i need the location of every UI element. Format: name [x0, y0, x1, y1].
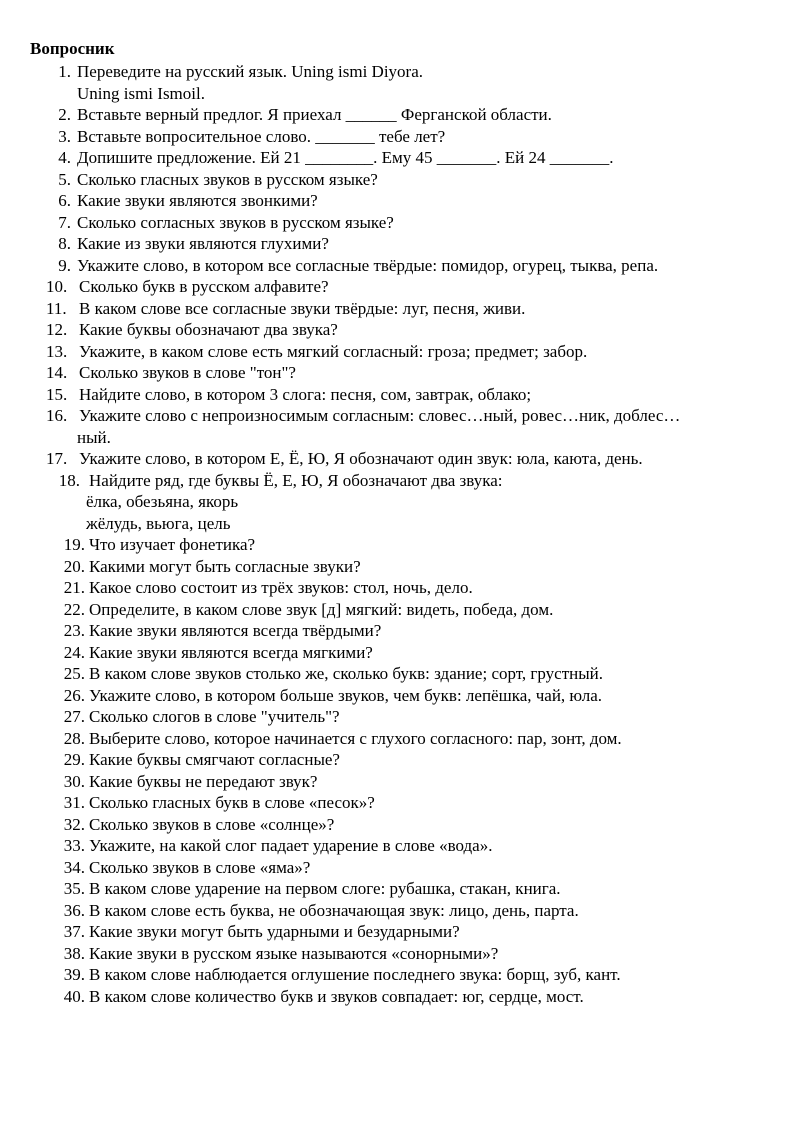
question-number: 17. [46, 449, 68, 468]
question-item [55, 577, 473, 599]
question-number: 19. [63, 535, 85, 554]
question-text: Какие звуки в русском языке называются «сонорными»? [89, 943, 499, 963]
question-text: Укажите слово, в котором все согласные твёрдые: помидор, огурец, тыква, репа. [77, 255, 659, 275]
question-number: 3. [58, 126, 71, 146]
question-text: Вставьте вопросительное слово. _______ тебе лет? [77, 126, 446, 146]
document-title: Вопросник [30, 39, 115, 58]
question-number: 13. [46, 341, 68, 361]
question-text: Укажите слово, в котором больше звуков, чем букв: лепёшка, чай, юла. [89, 685, 602, 705]
question-text: Укажите слово с непроизносимым согласным: словес…ный, ровес…ник, доблес… [79, 406, 681, 425]
question-text: В каком слове есть буква, не обозначающая звук: лицо, день, парта. [89, 900, 579, 920]
question-text: Сколько звуков в слове «яма»? [89, 857, 311, 877]
question-number: 36. [63, 900, 85, 920]
question-item [46, 405, 681, 427]
question-item [55, 771, 318, 793]
question-number: 38. [63, 943, 85, 963]
question-text: Сколько гласных звуков в русском языке? [77, 169, 378, 189]
question-text: В каком слове звуков столько же, сколько букв: здание; сорт, грустный. [89, 664, 604, 683]
question-text: Сколько согласных звуков в русском языке? [77, 212, 394, 232]
question-item [46, 319, 338, 341]
question-number: 10. [46, 277, 68, 296]
question-item [55, 642, 373, 664]
question-text: Какие звуки являются звонкими? [77, 191, 318, 210]
question-text: Что изучает фонетика? [89, 535, 256, 554]
question-text: Определите, в каком слове звук [д] мягкий: видеть, победа, дом. [89, 599, 554, 619]
question-number: 28. [63, 728, 85, 748]
question-number: 7. [58, 212, 71, 232]
question-continuation: ёлка, обезьяна, якорь [86, 492, 239, 511]
question-item [46, 190, 318, 212]
question-text: Укажите слово, в котором Е, Ё, Ю, Я обозначают один звук: юла, каюта, день. [79, 449, 643, 468]
question-number: 16. [46, 406, 68, 425]
question-item [55, 900, 579, 922]
question-item [55, 728, 622, 750]
question-number: 9. [58, 255, 71, 275]
question-text: Сколько звуков в слове "тон"? [79, 363, 296, 382]
question-item [55, 792, 375, 814]
question-item [55, 835, 493, 857]
question-number: 6. [58, 191, 71, 210]
question-number: 20. [63, 556, 85, 576]
question-text: Какие буквы не передают звук? [89, 771, 318, 791]
question-number: 1. [58, 62, 71, 81]
question-text: В каком слове все согласные звуки твёрдые: луг, песня, живи. [79, 298, 526, 318]
question-item [46, 384, 532, 406]
question-item [55, 620, 382, 642]
question-number: 12. [46, 320, 68, 339]
question-item [46, 448, 643, 470]
question-text: Какие буквы смягчают согласные? [89, 750, 340, 769]
question-number: 23. [63, 621, 85, 640]
question-continuation: Uning ismi Ismoil. [77, 83, 205, 103]
question-text: Сколько букв в русском алфавите? [79, 277, 329, 296]
question-item [55, 470, 503, 492]
question-text: Какие звуки являются всегда мягкими? [89, 642, 373, 662]
question-number: 5. [58, 169, 71, 189]
question-item [55, 878, 561, 900]
question-item [55, 986, 584, 1008]
question-item [55, 685, 602, 707]
question-item [46, 212, 394, 234]
question-text: Вставьте верный предлог. Я приехал ______ Ферганской области. [77, 105, 552, 124]
question-number: 33. [63, 836, 85, 855]
question-text: Какое слово состоит из трёх звуков: стол, ночь, дело. [89, 578, 473, 597]
question-number: 15. [46, 384, 68, 404]
question-number: 21. [63, 578, 85, 597]
question-number: 31. [63, 793, 85, 812]
question-text: Какие звуки могут быть ударными и безударными? [89, 922, 460, 941]
question-text: Какими могут быть согласные звуки? [89, 556, 361, 576]
question-number: 32. [63, 814, 85, 834]
question-number: 2. [58, 105, 71, 124]
question-text: Найдите ряд, где буквы Ё, Е, Ю, Я обозначают два звука: [89, 470, 503, 490]
question-item [46, 341, 588, 363]
question-item [46, 147, 614, 169]
question-text: Переведите на русский язык. Uning ismi Diyora. [77, 62, 424, 81]
question-number: 11. [46, 298, 67, 318]
question-number: 25. [63, 664, 85, 683]
question-text: Допишите предложение. Ей 21 ________. Ему 45 _______. Ей 24 _______. [77, 148, 614, 167]
question-text: Найдите слово, в котором 3 слога: песня, сом, завтрак, облако; [79, 384, 532, 404]
question-item [46, 169, 378, 191]
question-text: Сколько звуков в слове «солнце»? [89, 814, 335, 834]
question-item [55, 556, 361, 578]
question-item [55, 706, 340, 728]
question-number: 4. [58, 148, 71, 167]
question-number: 35. [63, 879, 85, 898]
question-item [46, 61, 424, 83]
question-item [46, 104, 552, 126]
question-text: Сколько слогов в слове "учитель"? [89, 707, 340, 726]
question-text: В каком слове количество букв и звуков совпадает: юг, сердце, мост. [89, 986, 584, 1006]
question-number: 29. [63, 750, 85, 769]
question-text: Какие звуки являются всегда твёрдыми? [89, 621, 382, 640]
question-item [55, 534, 256, 556]
question-item [46, 362, 296, 384]
question-continuation: жёлудь, вьюга, цель [86, 513, 231, 533]
question-continuation: ный. [77, 427, 111, 447]
question-number: 26. [63, 685, 85, 705]
question-text: Укажите, в каком слове есть мягкий согласный: гроза; предмет; забор. [79, 341, 588, 361]
question-number: 40. [63, 986, 85, 1006]
question-number: 39. [63, 965, 85, 984]
question-number: 22. [63, 599, 85, 619]
question-item [46, 126, 446, 148]
question-text: Какие буквы обозначают два звука? [79, 320, 338, 339]
question-item [55, 814, 335, 836]
question-item [55, 943, 499, 965]
question-item [46, 276, 329, 298]
question-text: Выберите слово, которое начинается с глухого согласного: пар, зонт, дом. [89, 728, 622, 748]
question-item [55, 599, 554, 621]
question-item [46, 255, 659, 277]
question-text: Сколько гласных букв в слове «песок»? [89, 793, 375, 812]
question-number: 18. [58, 470, 80, 490]
question-text: В каком слове ударение на первом слоге: рубашка, стакан, книга. [89, 879, 561, 898]
question-number: 30. [63, 771, 85, 791]
question-item [55, 921, 460, 943]
question-item [46, 233, 329, 255]
question-number: 37. [63, 922, 85, 941]
question-text: Какие из звуки являются глухими? [77, 234, 329, 253]
question-number: 27. [63, 707, 85, 726]
question-number: 24. [63, 642, 85, 662]
question-text: В каком слове наблюдается оглушение последнего звука: борщ, зуб, кант. [89, 965, 621, 984]
question-number: 8. [58, 234, 71, 253]
question-item [46, 298, 526, 320]
question-item [55, 857, 311, 879]
question-text: Укажите, на какой слог падает ударение в слове «вода». [89, 836, 493, 855]
question-item [55, 663, 604, 685]
question-item [55, 749, 340, 771]
question-number: 14. [46, 363, 68, 382]
question-number: 34. [63, 857, 85, 877]
question-item [55, 964, 621, 986]
